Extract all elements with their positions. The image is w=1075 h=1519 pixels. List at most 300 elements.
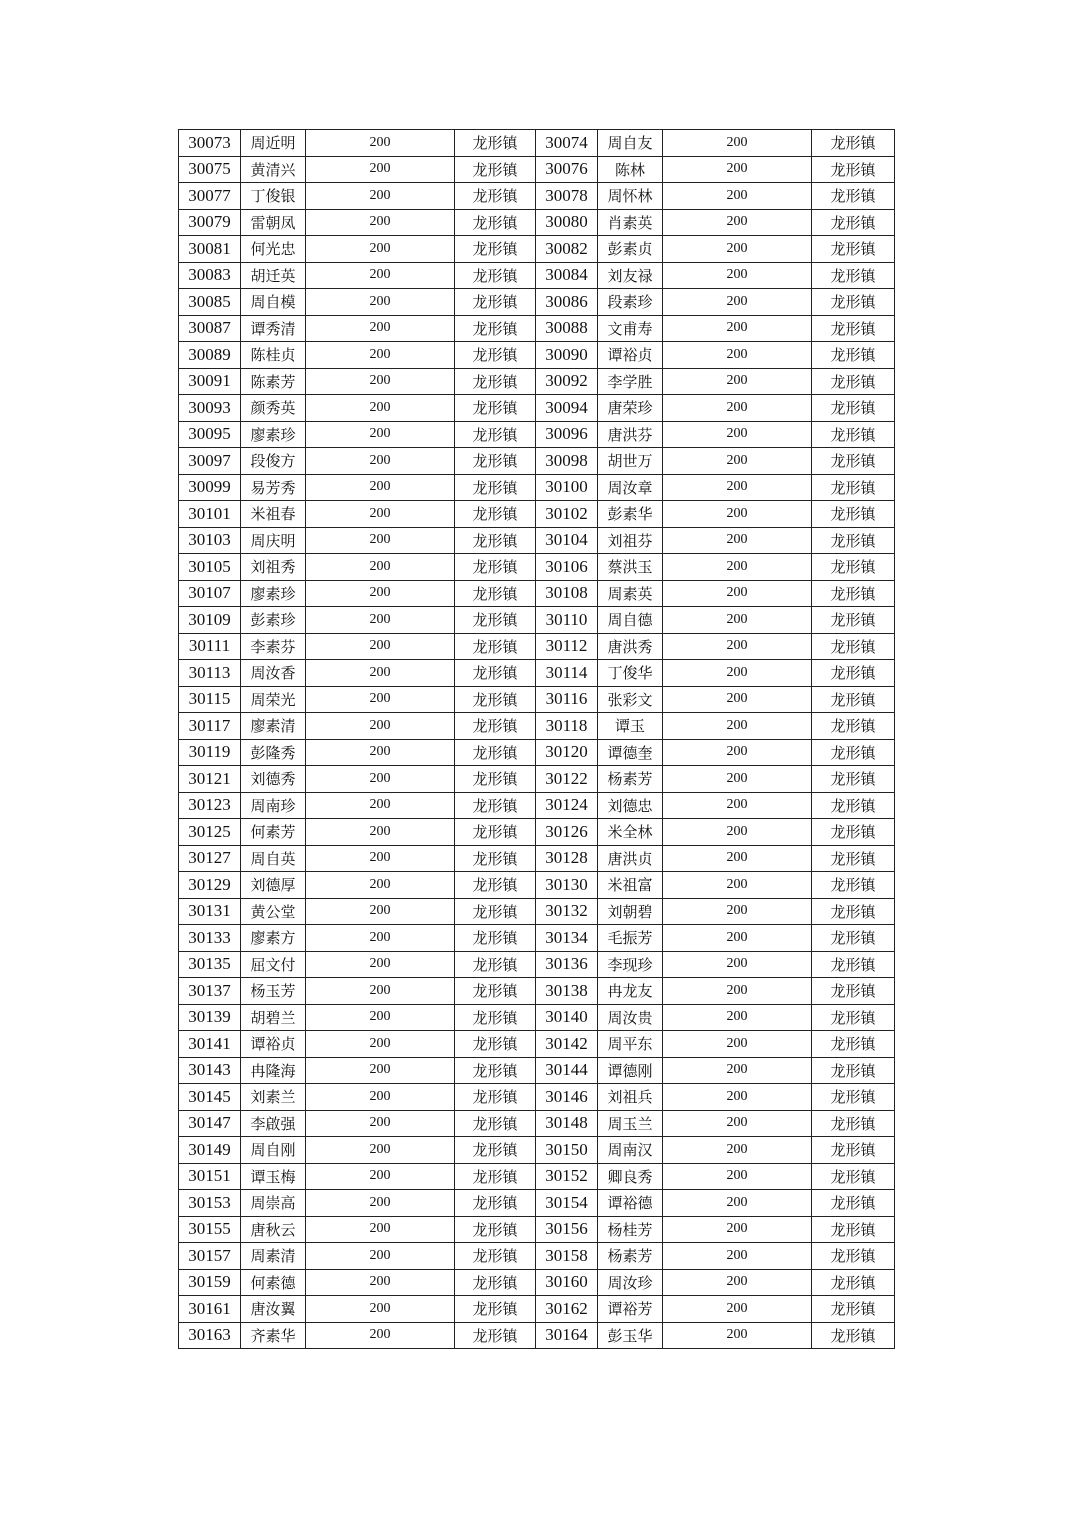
left-town-name-cell: 龙形镇 — [455, 845, 536, 872]
right-record-id-cell: 30100 — [536, 474, 598, 501]
left-person-name-cell: 廖素珍 — [241, 421, 306, 448]
left-amount-cell: 200 — [306, 872, 455, 899]
table-row — [179, 713, 895, 740]
left-record-id-cell: 30163 — [179, 1322, 241, 1349]
right-amount-cell: 200 — [663, 183, 812, 210]
left-town-name-cell: 龙形镇 — [455, 1004, 536, 1031]
right-record-id-cell: 30136 — [536, 951, 598, 978]
right-town-name-cell: 龙形镇 — [812, 1137, 895, 1164]
right-amount-cell: 200 — [663, 633, 812, 660]
left-town-name-cell: 龙形镇 — [455, 713, 536, 740]
left-person-name-cell: 刘德秀 — [241, 766, 306, 793]
right-record-id-cell: 30124 — [536, 792, 598, 819]
left-person-name-cell: 谭玉梅 — [241, 1163, 306, 1190]
left-town-name-cell: 龙形镇 — [455, 766, 536, 793]
left-record-id-cell: 30161 — [179, 1296, 241, 1323]
left-amount-cell: 200 — [306, 660, 455, 687]
left-town-name-cell: 龙形镇 — [455, 315, 536, 342]
table-row — [179, 527, 895, 554]
right-person-name-cell: 杨素芳 — [598, 1243, 663, 1270]
right-record-id-cell: 30118 — [536, 713, 598, 740]
left-town-name-cell: 龙形镇 — [455, 792, 536, 819]
right-amount-cell: 200 — [663, 1004, 812, 1031]
left-record-id-cell: 30113 — [179, 660, 241, 687]
left-town-name-cell: 龙形镇 — [455, 607, 536, 634]
right-town-name-cell: 龙形镇 — [812, 368, 895, 395]
table-row — [179, 1163, 895, 1190]
right-town-name-cell: 龙形镇 — [812, 1269, 895, 1296]
right-record-id-cell: 30132 — [536, 898, 598, 925]
right-record-id-cell: 30080 — [536, 209, 598, 236]
left-person-name-cell: 谭秀清 — [241, 315, 306, 342]
right-town-name-cell: 龙形镇 — [812, 792, 895, 819]
table-row — [179, 819, 895, 846]
left-town-name-cell: 龙形镇 — [455, 236, 536, 263]
left-person-name-cell: 廖素珍 — [241, 580, 306, 607]
right-amount-cell: 200 — [663, 1137, 812, 1164]
left-amount-cell: 200 — [306, 951, 455, 978]
left-record-id-cell: 30079 — [179, 209, 241, 236]
left-record-id-cell: 30145 — [179, 1084, 241, 1111]
left-town-name-cell: 龙形镇 — [455, 368, 536, 395]
left-town-name-cell: 龙形镇 — [455, 1296, 536, 1323]
right-town-name-cell: 龙形镇 — [812, 1110, 895, 1137]
right-amount-cell: 200 — [663, 1322, 812, 1349]
right-person-name-cell: 文甫寿 — [598, 315, 663, 342]
left-record-id-cell: 30151 — [179, 1163, 241, 1190]
left-amount-cell: 200 — [306, 130, 455, 157]
left-record-id-cell: 30143 — [179, 1057, 241, 1084]
right-town-name-cell: 龙形镇 — [812, 1004, 895, 1031]
right-person-name-cell: 丁俊华 — [598, 660, 663, 687]
right-town-name-cell: 龙形镇 — [812, 1031, 895, 1058]
right-amount-cell: 200 — [663, 925, 812, 952]
right-record-id-cell: 30134 — [536, 925, 598, 952]
right-amount-cell: 200 — [663, 289, 812, 316]
left-town-name-cell: 龙形镇 — [455, 1216, 536, 1243]
right-record-id-cell: 30102 — [536, 501, 598, 528]
left-amount-cell: 200 — [306, 527, 455, 554]
right-person-name-cell: 段素珍 — [598, 289, 663, 316]
left-town-name-cell: 龙形镇 — [455, 819, 536, 846]
right-amount-cell: 200 — [663, 819, 812, 846]
right-person-name-cell: 周汝章 — [598, 474, 663, 501]
right-record-id-cell: 30152 — [536, 1163, 598, 1190]
table-row — [179, 978, 895, 1005]
left-town-name-cell: 龙形镇 — [455, 1322, 536, 1349]
left-amount-cell: 200 — [306, 766, 455, 793]
left-amount-cell: 200 — [306, 183, 455, 210]
right-person-name-cell: 谭裕芳 — [598, 1296, 663, 1323]
right-person-name-cell: 李学胜 — [598, 368, 663, 395]
left-amount-cell: 200 — [306, 978, 455, 1005]
left-town-name-cell: 龙形镇 — [455, 1057, 536, 1084]
table-body — [179, 130, 895, 1349]
left-amount-cell: 200 — [306, 1084, 455, 1111]
right-amount-cell: 200 — [663, 554, 812, 581]
left-amount-cell: 200 — [306, 845, 455, 872]
left-person-name-cell: 刘素兰 — [241, 1084, 306, 1111]
right-person-name-cell: 谭裕德 — [598, 1190, 663, 1217]
left-amount-cell: 200 — [306, 1243, 455, 1270]
table-row — [179, 156, 895, 183]
table-row — [179, 1057, 895, 1084]
table-row — [179, 342, 895, 369]
right-person-name-cell: 刘友禄 — [598, 262, 663, 289]
left-record-id-cell: 30149 — [179, 1137, 241, 1164]
left-town-name-cell: 龙形镇 — [455, 1031, 536, 1058]
right-town-name-cell: 龙形镇 — [812, 474, 895, 501]
table-row — [179, 766, 895, 793]
left-town-name-cell: 龙形镇 — [455, 660, 536, 687]
table-row — [179, 1137, 895, 1164]
table-row — [179, 607, 895, 634]
right-person-name-cell: 周南汉 — [598, 1137, 663, 1164]
right-town-name-cell: 龙形镇 — [812, 1296, 895, 1323]
left-person-name-cell: 陈素芳 — [241, 368, 306, 395]
left-town-name-cell: 龙形镇 — [455, 1243, 536, 1270]
left-amount-cell: 200 — [306, 289, 455, 316]
right-amount-cell: 200 — [663, 342, 812, 369]
right-person-name-cell: 周素英 — [598, 580, 663, 607]
left-town-name-cell: 龙形镇 — [455, 262, 536, 289]
left-town-name-cell: 龙形镇 — [455, 978, 536, 1005]
left-amount-cell: 200 — [306, 1190, 455, 1217]
table-row — [179, 845, 895, 872]
right-record-id-cell: 30122 — [536, 766, 598, 793]
right-person-name-cell: 杨素芳 — [598, 766, 663, 793]
left-amount-cell: 200 — [306, 1110, 455, 1137]
right-record-id-cell: 30164 — [536, 1322, 598, 1349]
right-person-name-cell: 米全林 — [598, 819, 663, 846]
left-town-name-cell: 龙形镇 — [455, 474, 536, 501]
left-amount-cell: 200 — [306, 1004, 455, 1031]
right-amount-cell: 200 — [663, 739, 812, 766]
left-record-id-cell: 30073 — [179, 130, 241, 157]
right-person-name-cell: 张彩文 — [598, 686, 663, 713]
table-row — [179, 1110, 895, 1137]
table-row — [179, 474, 895, 501]
right-town-name-cell: 龙形镇 — [812, 156, 895, 183]
right-record-id-cell: 30082 — [536, 236, 598, 263]
right-town-name-cell: 龙形镇 — [812, 501, 895, 528]
right-person-name-cell: 周汝珍 — [598, 1269, 663, 1296]
right-amount-cell: 200 — [663, 713, 812, 740]
left-record-id-cell: 30157 — [179, 1243, 241, 1270]
table-row — [179, 1031, 895, 1058]
table-row — [179, 395, 895, 422]
right-record-id-cell: 30144 — [536, 1057, 598, 1084]
right-record-id-cell: 30114 — [536, 660, 598, 687]
right-town-name-cell: 龙形镇 — [812, 554, 895, 581]
left-record-id-cell: 30153 — [179, 1190, 241, 1217]
left-town-name-cell: 龙形镇 — [455, 130, 536, 157]
left-person-name-cell: 周近明 — [241, 130, 306, 157]
left-record-id-cell: 30125 — [179, 819, 241, 846]
right-amount-cell: 200 — [663, 209, 812, 236]
left-person-name-cell: 周汝香 — [241, 660, 306, 687]
left-amount-cell: 200 — [306, 315, 455, 342]
right-person-name-cell: 胡世万 — [598, 448, 663, 475]
right-person-name-cell: 米祖富 — [598, 872, 663, 899]
left-person-name-cell: 彭素珍 — [241, 607, 306, 634]
table-row — [179, 1243, 895, 1270]
right-town-name-cell: 龙形镇 — [812, 978, 895, 1005]
left-town-name-cell: 龙形镇 — [455, 1137, 536, 1164]
table-row — [179, 1084, 895, 1111]
left-person-name-cell: 彭隆秀 — [241, 739, 306, 766]
right-person-name-cell: 周怀林 — [598, 183, 663, 210]
left-record-id-cell: 30141 — [179, 1031, 241, 1058]
left-record-id-cell: 30117 — [179, 713, 241, 740]
right-town-name-cell: 龙形镇 — [812, 607, 895, 634]
left-amount-cell: 200 — [306, 368, 455, 395]
right-record-id-cell: 30154 — [536, 1190, 598, 1217]
right-amount-cell: 200 — [663, 792, 812, 819]
right-amount-cell: 200 — [663, 421, 812, 448]
table-row — [179, 1322, 895, 1349]
right-person-name-cell: 周玉兰 — [598, 1110, 663, 1137]
left-record-id-cell: 30093 — [179, 395, 241, 422]
right-amount-cell: 200 — [663, 236, 812, 263]
left-town-name-cell: 龙形镇 — [455, 925, 536, 952]
right-person-name-cell: 唐荣珍 — [598, 395, 663, 422]
right-town-name-cell: 龙形镇 — [812, 1322, 895, 1349]
left-person-name-cell: 何素德 — [241, 1269, 306, 1296]
right-record-id-cell: 30104 — [536, 527, 598, 554]
left-person-name-cell: 刘德厚 — [241, 872, 306, 899]
table-row — [179, 925, 895, 952]
table-row — [179, 315, 895, 342]
right-record-id-cell: 30158 — [536, 1243, 598, 1270]
right-town-name-cell: 龙形镇 — [812, 660, 895, 687]
left-record-id-cell: 30083 — [179, 262, 241, 289]
table-row — [179, 236, 895, 263]
right-record-id-cell: 30078 — [536, 183, 598, 210]
left-record-id-cell: 30101 — [179, 501, 241, 528]
right-amount-cell: 200 — [663, 1110, 812, 1137]
right-town-name-cell: 龙形镇 — [812, 315, 895, 342]
right-record-id-cell: 30084 — [536, 262, 598, 289]
table-row — [179, 660, 895, 687]
right-amount-cell: 200 — [663, 686, 812, 713]
right-amount-cell: 200 — [663, 501, 812, 528]
right-person-name-cell: 唐洪贞 — [598, 845, 663, 872]
left-amount-cell: 200 — [306, 1137, 455, 1164]
left-record-id-cell: 30137 — [179, 978, 241, 1005]
table-row — [179, 1296, 895, 1323]
left-town-name-cell: 龙形镇 — [455, 1084, 536, 1111]
table-row — [179, 872, 895, 899]
left-record-id-cell: 30097 — [179, 448, 241, 475]
right-town-name-cell: 龙形镇 — [812, 1243, 895, 1270]
right-town-name-cell: 龙形镇 — [812, 898, 895, 925]
right-amount-cell: 200 — [663, 315, 812, 342]
left-person-name-cell: 黄公堂 — [241, 898, 306, 925]
left-record-id-cell: 30119 — [179, 739, 241, 766]
left-town-name-cell: 龙形镇 — [455, 501, 536, 528]
left-person-name-cell: 杨玉芳 — [241, 978, 306, 1005]
table-row — [179, 130, 895, 157]
right-amount-cell: 200 — [663, 1216, 812, 1243]
left-record-id-cell: 30111 — [179, 633, 241, 660]
left-town-name-cell: 龙形镇 — [455, 1163, 536, 1190]
right-record-id-cell: 30112 — [536, 633, 598, 660]
left-amount-cell: 200 — [306, 739, 455, 766]
right-amount-cell: 200 — [663, 395, 812, 422]
right-town-name-cell: 龙形镇 — [812, 686, 895, 713]
left-record-id-cell: 30155 — [179, 1216, 241, 1243]
right-amount-cell: 200 — [663, 527, 812, 554]
left-record-id-cell: 30127 — [179, 845, 241, 872]
left-amount-cell: 200 — [306, 686, 455, 713]
right-person-name-cell: 蔡洪玉 — [598, 554, 663, 581]
table-row — [179, 951, 895, 978]
right-town-name-cell: 龙形镇 — [812, 739, 895, 766]
right-person-name-cell: 谭德奎 — [598, 739, 663, 766]
right-amount-cell: 200 — [663, 474, 812, 501]
left-record-id-cell: 30135 — [179, 951, 241, 978]
left-record-id-cell: 30089 — [179, 342, 241, 369]
left-person-name-cell: 谭裕贞 — [241, 1031, 306, 1058]
right-person-name-cell: 彭素贞 — [598, 236, 663, 263]
right-record-id-cell: 30092 — [536, 368, 598, 395]
right-town-name-cell: 龙形镇 — [812, 766, 895, 793]
left-record-id-cell: 30107 — [179, 580, 241, 607]
left-town-name-cell: 龙形镇 — [455, 1110, 536, 1137]
right-amount-cell: 200 — [663, 1190, 812, 1217]
right-record-id-cell: 30096 — [536, 421, 598, 448]
left-amount-cell: 200 — [306, 236, 455, 263]
table-row — [179, 501, 895, 528]
left-amount-cell: 200 — [306, 1322, 455, 1349]
left-amount-cell: 200 — [306, 1031, 455, 1058]
left-person-name-cell: 段俊方 — [241, 448, 306, 475]
left-record-id-cell: 30087 — [179, 315, 241, 342]
right-record-id-cell: 30116 — [536, 686, 598, 713]
left-record-id-cell: 30123 — [179, 792, 241, 819]
right-town-name-cell: 龙形镇 — [812, 633, 895, 660]
left-person-name-cell: 胡迁英 — [241, 262, 306, 289]
right-record-id-cell: 30130 — [536, 872, 598, 899]
left-record-id-cell: 30121 — [179, 766, 241, 793]
right-person-name-cell: 周自德 — [598, 607, 663, 634]
right-town-name-cell: 龙形镇 — [812, 1216, 895, 1243]
right-record-id-cell: 30094 — [536, 395, 598, 422]
left-amount-cell: 200 — [306, 713, 455, 740]
right-record-id-cell: 30150 — [536, 1137, 598, 1164]
right-record-id-cell: 30142 — [536, 1031, 598, 1058]
right-amount-cell: 200 — [663, 262, 812, 289]
right-amount-cell: 200 — [663, 1243, 812, 1270]
right-person-name-cell: 刘德忠 — [598, 792, 663, 819]
right-town-name-cell: 龙形镇 — [812, 1190, 895, 1217]
left-record-id-cell: 30081 — [179, 236, 241, 263]
right-town-name-cell: 龙形镇 — [812, 1163, 895, 1190]
left-person-name-cell: 黄清兴 — [241, 156, 306, 183]
table-row — [179, 183, 895, 210]
right-amount-cell: 200 — [663, 872, 812, 899]
right-record-id-cell: 30146 — [536, 1084, 598, 1111]
right-amount-cell: 200 — [663, 1296, 812, 1323]
right-person-name-cell: 谭德刚 — [598, 1057, 663, 1084]
left-person-name-cell: 周崇高 — [241, 1190, 306, 1217]
left-town-name-cell: 龙形镇 — [455, 421, 536, 448]
left-record-id-cell: 30139 — [179, 1004, 241, 1031]
table-row — [179, 448, 895, 475]
left-amount-cell: 200 — [306, 1296, 455, 1323]
left-town-name-cell: 龙形镇 — [455, 951, 536, 978]
left-town-name-cell: 龙形镇 — [455, 580, 536, 607]
left-town-name-cell: 龙形镇 — [455, 289, 536, 316]
left-person-name-cell: 何素芳 — [241, 819, 306, 846]
left-town-name-cell: 龙形镇 — [455, 739, 536, 766]
right-amount-cell: 200 — [663, 130, 812, 157]
right-amount-cell: 200 — [663, 845, 812, 872]
right-record-id-cell: 30126 — [536, 819, 598, 846]
right-record-id-cell: 30120 — [536, 739, 598, 766]
left-record-id-cell: 30105 — [179, 554, 241, 581]
left-amount-cell: 200 — [306, 554, 455, 581]
left-record-id-cell: 30147 — [179, 1110, 241, 1137]
right-town-name-cell: 龙形镇 — [812, 289, 895, 316]
right-person-name-cell: 毛振芳 — [598, 925, 663, 952]
left-town-name-cell: 龙形镇 — [455, 156, 536, 183]
left-record-id-cell: 30103 — [179, 527, 241, 554]
left-person-name-cell: 唐汝翼 — [241, 1296, 306, 1323]
right-town-name-cell: 龙形镇 — [812, 236, 895, 263]
left-town-name-cell: 龙形镇 — [455, 209, 536, 236]
right-amount-cell: 200 — [663, 951, 812, 978]
left-person-name-cell: 廖素方 — [241, 925, 306, 952]
right-person-name-cell: 谭裕贞 — [598, 342, 663, 369]
right-amount-cell: 200 — [663, 368, 812, 395]
table-row — [179, 262, 895, 289]
left-town-name-cell: 龙形镇 — [455, 554, 536, 581]
left-amount-cell: 200 — [306, 421, 455, 448]
left-amount-cell: 200 — [306, 607, 455, 634]
left-amount-cell: 200 — [306, 633, 455, 660]
left-record-id-cell: 30129 — [179, 872, 241, 899]
right-amount-cell: 200 — [663, 156, 812, 183]
left-amount-cell: 200 — [306, 395, 455, 422]
right-town-name-cell: 龙形镇 — [812, 527, 895, 554]
left-record-id-cell: 30075 — [179, 156, 241, 183]
left-town-name-cell: 龙形镇 — [455, 633, 536, 660]
left-person-name-cell: 米祖春 — [241, 501, 306, 528]
right-person-name-cell: 彭素华 — [598, 501, 663, 528]
table-row — [179, 686, 895, 713]
left-person-name-cell: 易芳秀 — [241, 474, 306, 501]
right-amount-cell: 200 — [663, 1084, 812, 1111]
left-person-name-cell: 周自模 — [241, 289, 306, 316]
left-town-name-cell: 龙形镇 — [455, 1190, 536, 1217]
left-town-name-cell: 龙形镇 — [455, 686, 536, 713]
left-person-name-cell: 周庆明 — [241, 527, 306, 554]
left-person-name-cell: 雷朝凤 — [241, 209, 306, 236]
left-town-name-cell: 龙形镇 — [455, 395, 536, 422]
right-record-id-cell: 30098 — [536, 448, 598, 475]
right-town-name-cell: 龙形镇 — [812, 872, 895, 899]
left-person-name-cell: 周自刚 — [241, 1137, 306, 1164]
right-amount-cell: 200 — [663, 448, 812, 475]
left-amount-cell: 200 — [306, 792, 455, 819]
left-person-name-cell: 李啟强 — [241, 1110, 306, 1137]
table-row — [179, 1269, 895, 1296]
right-town-name-cell: 龙形镇 — [812, 395, 895, 422]
left-record-id-cell: 30091 — [179, 368, 241, 395]
right-amount-cell: 200 — [663, 1163, 812, 1190]
